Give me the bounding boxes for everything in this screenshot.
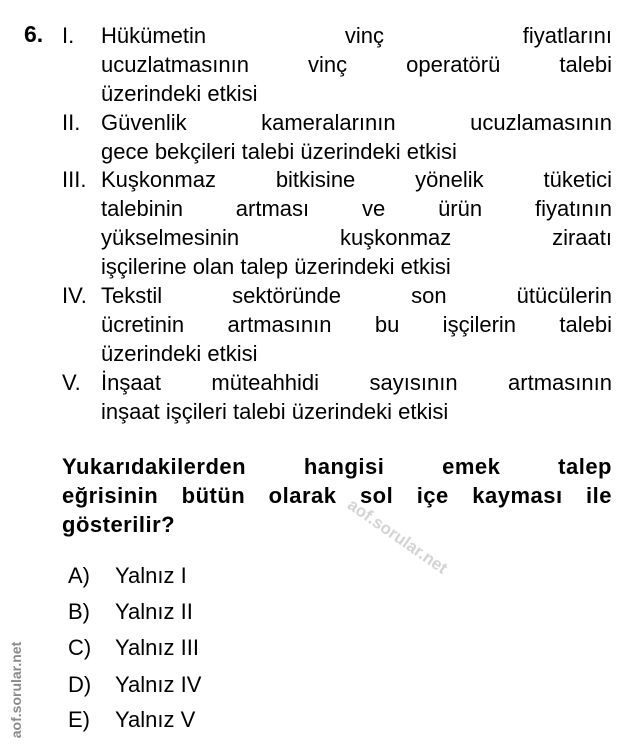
answer-option[interactable] [68,634,199,662]
question-number: 6. [24,21,44,47]
statement-line: Güvenlik kameralarının ucuzlamasının [101,110,612,135]
question-line: gösterilir? [62,512,176,537]
statement-line: Tekstil sektöründe son ütücülerin [101,283,612,308]
option-text: Yalnız I [115,563,187,588]
statement-item [62,165,614,281]
roman-numeral: I. [62,23,75,48]
statement-line: ücretinin artmasının bu işçilerin talebi [101,312,612,337]
statement-line: İnşaat müteahhidi sayısının artmasının [101,370,612,395]
statement-line: inşaat işçileri talebi üzerindeki etkisi [101,399,449,424]
option-letter: D) [68,672,92,697]
statement-line: gece bekçileri talebi üzerindeki etkisi [101,139,457,164]
statement-item [62,108,614,166]
answer-option[interactable] [68,706,195,734]
option-text: Yalnız IV [115,672,202,697]
statement-line: üzerindeki etkisi [101,341,258,366]
roman-numeral: V. [62,370,81,395]
statement-line: talebinin artması ve ürün fiyatının [101,196,612,221]
question-stem [62,452,612,539]
option-letter: E) [68,707,90,732]
roman-numeral: IV. [62,283,87,308]
statement-line: ucuzlatmasının vinç operatörü talebi [101,52,612,77]
question-line: Yukarıdakilerden hangisi emek talep [62,454,612,479]
statement-line: Hükümetin vinç fiyatlarını [101,23,612,48]
statement-line: işçilerine olan talep üzerindeki etkisi [101,254,451,279]
roman-numeral: III. [62,167,87,192]
statement-line: yükselmesinin kuşkonmaz ziraatı [101,225,612,250]
watermark: aof.sorular.net [344,495,451,578]
option-text: Yalnız V [115,707,196,732]
option-text: Yalnız III [115,635,199,660]
roman-numeral: II. [62,110,81,135]
question-line: eğrisinin bütün olarak sol içe kayması ile [62,483,612,508]
answer-option[interactable] [68,562,187,590]
option-text: Yalnız II [115,599,193,624]
option-letter: A) [68,563,90,588]
answer-option[interactable] [68,598,193,626]
statement-line: Kuşkonmaz bitkisine yönelik tüketici [101,167,612,192]
option-letter: C) [68,635,92,660]
statement-item [62,368,614,426]
answer-option[interactable] [68,671,201,699]
statement-item [62,281,614,368]
statement-item [62,21,614,108]
side-watermark: aof.sorular.net [8,641,24,739]
option-letter: B) [68,599,90,624]
statement-line: üzerindeki etkisi [101,81,258,106]
